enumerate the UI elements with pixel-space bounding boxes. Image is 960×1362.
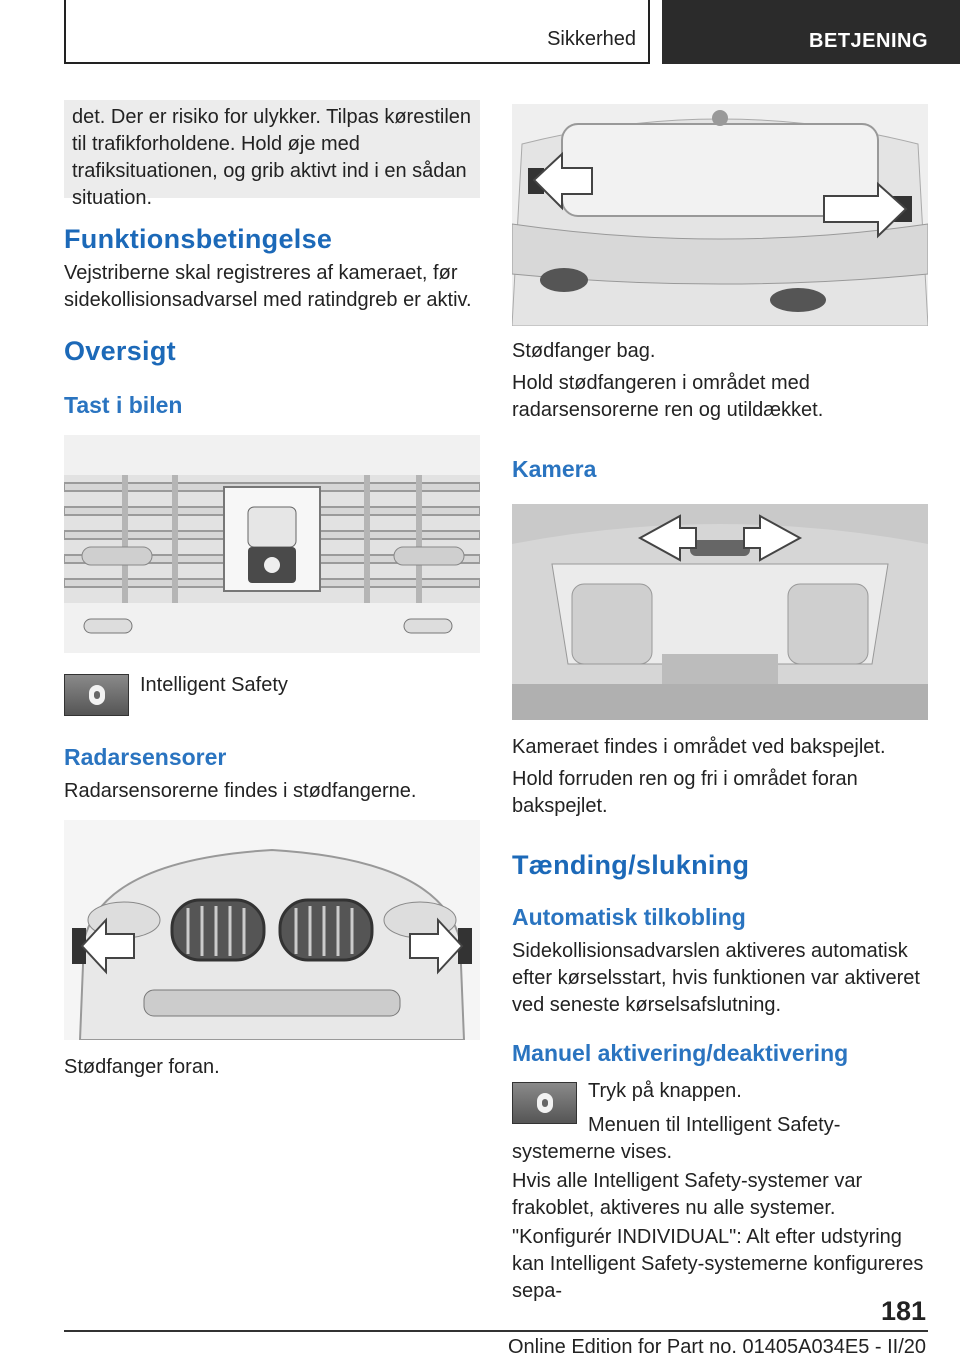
heading-taending-slukning: Tænding/slukning xyxy=(512,850,750,880)
camera-illustration xyxy=(512,504,928,720)
caption-rear-bumper: Stødfanger bag. xyxy=(512,340,656,362)
header-rule-mid xyxy=(648,0,650,64)
intelligent-safety-label: Intelligent Safety xyxy=(140,674,288,696)
header-rule-bottom xyxy=(64,62,650,64)
warning-box xyxy=(64,100,480,209)
console-photo xyxy=(64,435,480,653)
para-camera: Hold forruden ren og fri i området foran bakspejlet. xyxy=(512,768,858,817)
caption-camera: Kameraet findes i området ved bakspejlet. xyxy=(512,736,886,758)
para-konfigurer: "Konfigurér INDIVIDUAL": Alt efter udstyring kan Intelligent Safety-systemerne konfigureres sepa- xyxy=(512,1226,924,1302)
rear-bumper-photo xyxy=(512,104,928,326)
para-funktionsbetingelse: Vejstriberne skal registreres af kameraet, før sidekollisionsadvarsel med ratindgreb er aktiv. xyxy=(64,262,472,311)
para-hvis: Hvis alle Intelligent Safety-systemer var frakoblet, aktiveres nu alle systemer. xyxy=(512,1170,863,1219)
front-bumper-photo xyxy=(64,820,480,1040)
header-chapter: BETJENING xyxy=(809,30,928,52)
heading-oversigt: Oversigt xyxy=(64,336,176,366)
rear-bumper-illustration xyxy=(512,104,928,326)
camera-photo xyxy=(512,504,928,720)
para-rear-bumper: Hold stødfangeren i området med radarsensorerne ren og utildækket. xyxy=(512,372,824,421)
intelligent-safety-icon xyxy=(89,685,105,705)
front-bumper-illustration xyxy=(64,820,480,1040)
heading-kamera: Kamera xyxy=(512,456,597,482)
header-chapter-tab xyxy=(662,0,960,64)
header-section: Sikkerhed xyxy=(547,28,636,50)
console-illustration xyxy=(64,435,480,653)
header-rule-left xyxy=(64,0,66,64)
footer-edition: Online Edition for Part no. 01405A034E5 - II/20 xyxy=(507,1336,926,1358)
para-menu: Menuen til Intelligent Safety-systemerne vises. xyxy=(512,1114,841,1163)
para-radarsensorer: Radarsensorerne findes i stødfangerne. xyxy=(64,780,417,802)
heading-manuel-aktivering: Manuel aktivering/deaktivering xyxy=(512,1040,849,1066)
intelligent-safety-button-image xyxy=(64,674,129,716)
intelligent-safety-icon-2 xyxy=(537,1093,553,1113)
footer-rule xyxy=(64,1330,928,1332)
warning-text: det. Der er risiko for ulykker. Tilpas kørestilen til trafikforholdene. Hold øje med trafiksituationen, og grib aktivt ind i en sådan situation. xyxy=(72,106,472,209)
para-automatisk-tilkobling: Sidekollisionsadvarslen aktiveres automatisk efter kørselsstart, hvis funktionen var aktiveret ved seneste kørselsafslutning. xyxy=(512,940,920,1016)
para-tryk: Tryk på knappen. xyxy=(588,1080,742,1102)
page-number: 181 xyxy=(880,1296,926,1326)
heading-radarsensorer: Radarsensorer xyxy=(64,744,227,770)
heading-automatisk-tilkobling: Automatisk tilkobling xyxy=(512,904,746,930)
heading-funktionsbetingelse: Funktionsbetingelse xyxy=(64,224,333,254)
heading-tast-i-bilen: Tast i bilen xyxy=(64,392,183,418)
caption-front-bumper: Stødfanger foran. xyxy=(64,1056,220,1078)
